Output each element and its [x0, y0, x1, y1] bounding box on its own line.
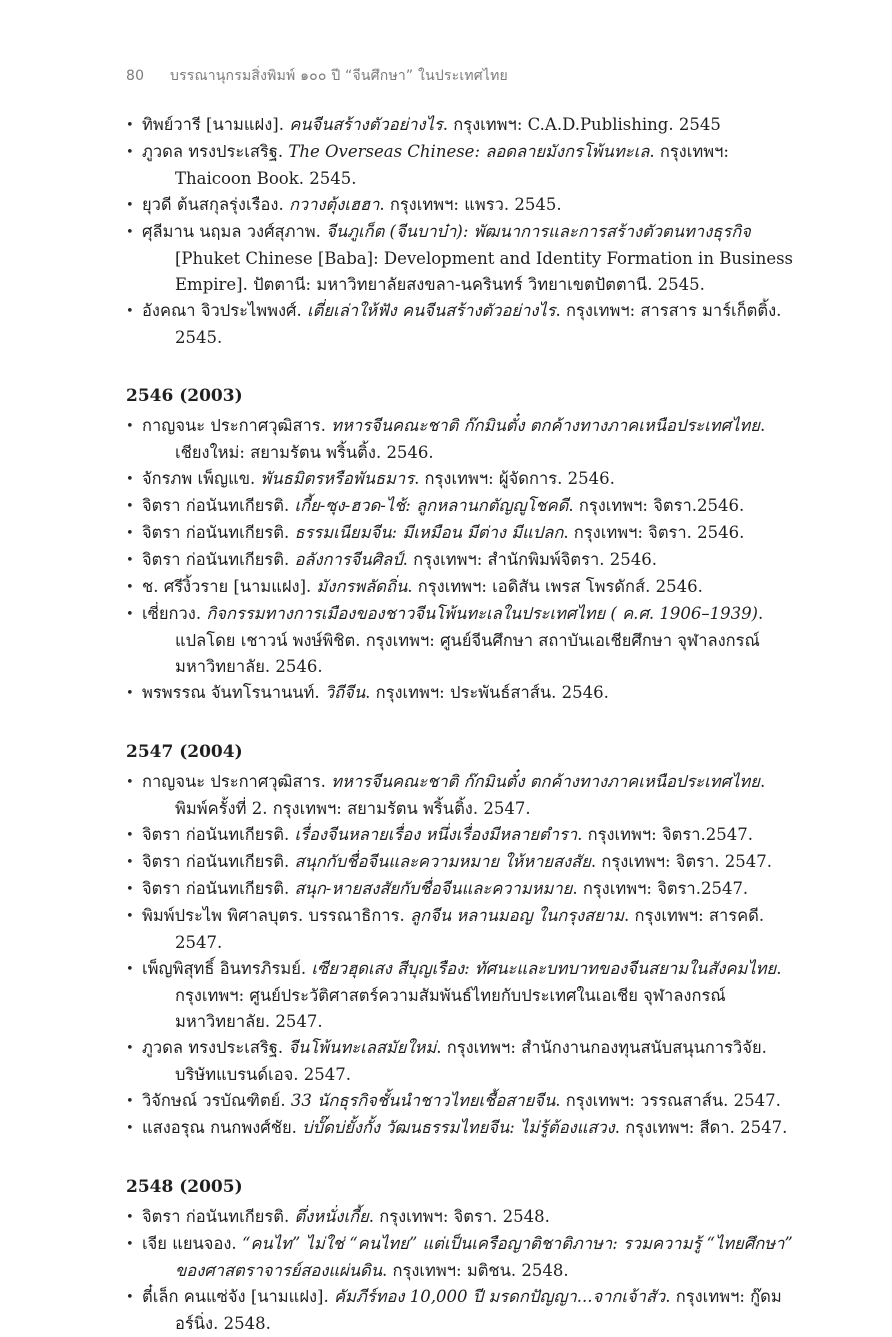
bullet-icon: •	[126, 580, 134, 595]
entry-text: . กรุงเทพฯ: สำนักงานกองทุนสนับสนุนการวิจัย. บริษัทแบรนด์เอจ. 2547.	[175, 1038, 767, 1084]
entry-text: . กรุงเทพฯ: C.A.D.Publishing. 2545	[442, 115, 721, 134]
bullet-icon: •	[126, 1094, 134, 1109]
bibliography-entry	[126, 822, 794, 849]
bullet-icon: •	[126, 962, 134, 977]
year-heading: 2547 (2004)	[126, 742, 243, 762]
entry-text: . กรุงเทพฯ: แพรว. 2545.	[379, 195, 562, 214]
bibliography-entry	[126, 547, 794, 574]
bibliography-entry	[126, 413, 794, 466]
entry-title-text: ลูกจีน หลานมอญ ในกรุงสยาม	[409, 906, 625, 925]
entry-text: . กรุงเทพฯ: สารสาร มาร์เก็ตติ้ง. 2545.	[175, 301, 782, 347]
entry-text: วิจักษณ์ วรบัณฑิตย์.	[142, 1091, 291, 1110]
bibliography-entry	[126, 466, 794, 493]
entry-text: . เชียงใหม่: สยามรัตน พริ้นติ้ง. 2546.	[175, 416, 766, 462]
bibliography-section	[126, 739, 794, 1142]
entry-title-text: สนุกกับชื่อจีนและความหมาย ให้หายสงสัย	[294, 852, 591, 871]
entry-text: . กรุงเทพฯ: Thaicoon Book. 2545.	[175, 142, 729, 188]
entry-text: เจีย แยนจอง.	[142, 1234, 242, 1253]
bibliography-entry	[126, 769, 794, 822]
running-header	[126, 66, 794, 86]
entry-text: . กรุงเทพฯ: สีดา. 2547.	[614, 1118, 788, 1137]
bullet-icon: •	[126, 882, 134, 897]
entry-text: เซี่ยกวง.	[142, 604, 207, 623]
entry-title-text: กิจกรรมทางการเมืองของชาวจีนโพ้นทะเลในประเทศไทย ( ค.ศ. 1906–1939)	[206, 604, 758, 623]
bibliography-section	[126, 383, 794, 707]
year-heading: 2548 (2005)	[126, 1177, 243, 1197]
bullet-icon: •	[126, 1121, 134, 1136]
bullet-icon: •	[126, 499, 134, 514]
entry-text: . กรุงเทพฯ: สำนักพิมพ์จิตรา. 2546.	[402, 550, 658, 569]
entry-text: จิตรา ก่อนันทเกียรติ.	[142, 523, 295, 542]
bibliography-list	[126, 1204, 794, 1337]
entry-text: จิตรา ก่อนันทเกียรติ.	[142, 879, 295, 898]
entry-text: ยุวดี ต้นสกุลรุ่งเรือง.	[142, 195, 289, 214]
entry-title-text: มังกรพลัดถิ่น	[316, 577, 408, 596]
page-number: 80	[126, 68, 145, 84]
entry-text: จิตรา ก่อนันทเกียรติ.	[142, 852, 295, 871]
bibliography-entry	[126, 956, 794, 1035]
entry-title-text: สนุก-หายสงสัยกับชื่อจีนและความหมาย	[294, 879, 573, 898]
entry-text: . กรุงเทพฯ: ประพันธ์สาส์น. 2546.	[365, 683, 609, 702]
bibliography-entry	[126, 903, 794, 956]
bibliography-entry	[126, 876, 794, 903]
entry-text: . กรุงเทพฯ: จิตรา.2547.	[577, 825, 753, 844]
bullet-icon: •	[126, 855, 134, 870]
bibliography-sections	[126, 112, 794, 1337]
bibliography-entry	[126, 493, 794, 520]
entry-title-text: 33 นักธุรกิจชั้นนำชาวไทยเชื้อสายจีน	[290, 1091, 556, 1110]
entry-title-text: พันธมิตรหรือพันธมาร	[260, 469, 415, 488]
running-title: บรรณานุกรมสิ่งพิมพ์ ๑๐๐ ปี “จีนศึกษา” ในประเทศไทย	[170, 68, 508, 84]
bibliography-entry	[126, 849, 794, 876]
entry-text: ตี๋เล็ก คนแซ่จัง [นามแฝง].	[142, 1287, 334, 1306]
entry-text: อังคณา จิวประไพพงศ์.	[142, 301, 308, 320]
entry-text: พรพรรณ จันทโรนานนท์.	[142, 683, 325, 702]
bullet-icon: •	[126, 1237, 134, 1252]
bullet-icon: •	[126, 909, 134, 924]
entry-title-text: ตึ่งหนั่งเกี้ย	[294, 1207, 369, 1226]
entry-title-text: คัมภีร์ทอง 10,000 ปี มรดกปัญญา...จากเจ้าสัว	[333, 1287, 666, 1306]
bibliography-list	[126, 413, 794, 707]
bibliography-entry	[126, 1088, 794, 1115]
entry-title-text: จีนโพ้นทะเลสมัยใหม่	[288, 1038, 437, 1057]
entry-title-text: จีนภูเก็ต (จีนบาบ๋า): พัฒนาการและการสร้างตัวตนทางธุรกิจ	[326, 222, 751, 241]
entry-text: กาญจนะ ประกาศวุฒิสาร.	[142, 416, 332, 435]
entry-title-text: อลังการจีนศิลป์	[294, 550, 403, 569]
bullet-icon: •	[126, 686, 134, 701]
entry-title-text: ทหารจีนคณะชาติ ก๊กมินตั๋ง ตกค้างทางภาคเหนือประเทศไทย	[331, 416, 760, 435]
bullet-icon: •	[126, 225, 134, 240]
bullet-icon: •	[126, 526, 134, 541]
entry-title-text: เตี่ยเล่าให้ฟัง คนจีนสร้างตัวอย่างไร	[307, 301, 556, 320]
entry-text: . กรุงเทพฯ: สารคดี. 2547.	[175, 906, 765, 952]
bibliography-entry	[126, 1115, 794, 1142]
entry-text: . กรุงเทพฯ: จิตรา. 2548.	[368, 1207, 550, 1226]
entry-text: . แปลโดย เชาวน์ พงษ์พิชิต. กรุงเทพฯ: ศูนย์จีนศึกษา สถาบันเอเชียศึกษา จุฬาลงกรณ์มหาวิทยาลัย. 2546.	[175, 604, 764, 676]
entry-text: . กรุงเทพฯ: จิตรา.2546.	[568, 496, 745, 515]
bullet-icon: •	[126, 1210, 134, 1225]
entry-text: เพ็ญพิสุทธิ์ อินทรภิรมย์.	[142, 959, 312, 978]
bibliography-section	[126, 112, 794, 351]
entry-text: จักรภพ เพ็ญแข.	[142, 469, 261, 488]
entry-text: ทิพย์วารี [นามแฝง].	[142, 115, 290, 134]
entry-text: ภูวดล ทรงประเสริฐ.	[142, 142, 289, 161]
bullet-icon: •	[126, 607, 134, 622]
entry-text: . กรุงเทพฯ: ศูนย์ประวัติศาสตร์ความสัมพันธ์ไทยกับประเทศในเอเชีย จุฬาลงกรณ์มหาวิทยาลัย. 2547.	[175, 959, 782, 1031]
bibliography-entry	[126, 680, 794, 707]
bibliography-entry	[126, 298, 794, 351]
entry-title-text: เรื่องจีนหลายเรื่อง หนึ่งเรื่องมีหลายตำรา	[294, 825, 578, 844]
entry-text: . พิมพ์ครั้งที่ 2. กรุงเทพฯ: สยามรัตน พริ้นติ้ง. 2547.	[175, 772, 766, 818]
bullet-icon: •	[126, 553, 134, 568]
entry-title-text: The Overseas Chinese: ลอดลายมังกรโพ้นทะเล	[288, 142, 650, 161]
bibliography-entry	[126, 139, 794, 192]
entry-title-text: เกี้ย-ซุง-ฮวด-ไช้: ลูกหลานกตัญญูโชคดี	[294, 496, 569, 515]
entry-text: กาญจนะ ประกาศวุฒิสาร.	[142, 772, 332, 791]
entry-text: พิมพ์ประไพ พิศาลบุตร. บรรณาธิการ.	[142, 906, 410, 925]
entry-text: จิตรา ก่อนันทเกียรติ.	[142, 1207, 295, 1226]
bullet-icon: •	[126, 145, 134, 160]
bullet-icon: •	[126, 472, 134, 487]
bullet-icon: •	[126, 304, 134, 319]
entry-title-text: คนจีนสร้างตัวอย่างไร	[289, 115, 443, 134]
entry-text: ศุลีมาน นฤมล วงศ์สุภาพ.	[142, 222, 327, 241]
bibliography-entry	[126, 219, 794, 298]
bullet-icon: •	[126, 1041, 134, 1056]
entry-text: ภูวดล ทรงประเสริฐ.	[142, 1038, 289, 1057]
bibliography-entry	[126, 192, 794, 219]
entry-text: . กรุงเทพฯ: มติชน. 2548.	[381, 1261, 569, 1280]
bibliography-entry	[126, 1231, 794, 1284]
bullet-icon: •	[126, 198, 134, 213]
bibliography-section	[126, 1174, 794, 1337]
entry-title-text: วิถีจีน	[324, 683, 366, 702]
bullet-icon: •	[126, 828, 134, 843]
entry-text: จิตรา ก่อนันทเกียรติ.	[142, 496, 295, 515]
entry-text: ช. ศรีงิ้วราย [นามแฝง].	[142, 577, 317, 596]
bullet-icon: •	[126, 1290, 134, 1305]
entry-title-text: กวางตุ้งเฮฮา	[288, 195, 380, 214]
bibliography-entry	[126, 112, 794, 139]
entry-title-text: ทหารจีนคณะชาติ ก๊กมินตั๋ง ตกค้างทางภาคเหนือประเทศไทย	[331, 772, 760, 791]
year-heading: 2546 (2003)	[126, 386, 243, 406]
entry-text: . กรุงเทพฯ: จิตรา. 2547.	[590, 852, 773, 871]
entry-text: [Phuket Chinese [Baba]: Development and Identity Formation in Business Empire]. ปัตตานี: มหาวิทยาลัยสงขลา-นครินทร์ วิทยาเขตปัตตานี. 2545.	[175, 249, 794, 294]
bullet-icon: •	[126, 118, 134, 133]
entry-text: . กรุงเทพฯ: กู๊ดมอร์นิ่ง. 2548.	[175, 1287, 782, 1333]
entry-title-text: บ่บั๊ดบ่ยั้งกั้ง วัฒนธรรมไทยจีน: ไม่รู้ต้องแสวง	[302, 1118, 615, 1137]
bibliography-entry	[126, 1204, 794, 1231]
bibliography-entry	[126, 1035, 794, 1088]
entry-text: . กรุงเทพฯ: ผู้จัดการ. 2546.	[414, 469, 615, 488]
entry-text: จิตรา ก่อนันทเกียรติ.	[142, 825, 295, 844]
entry-title-text: ธรรมเนียมจีน: มีเหมือน มีต่าง มีแปลก	[294, 523, 564, 542]
bibliography-list	[126, 112, 794, 351]
entry-text: . กรุงเทพฯ: เอดิสัน เพรส โพรดักส์. 2546.	[407, 577, 703, 596]
bullet-icon: •	[126, 419, 134, 434]
bibliography-entry	[126, 1284, 794, 1337]
bullet-icon: •	[126, 775, 134, 790]
entry-title-text: เซียวฮุดเสง สีบุญเรือง: ทัศนะและบทบาทของจีนสยามในสังคมไทย	[311, 959, 777, 978]
entry-title-text: “คนไท” ไม่ใช่ “คนไทย” แต่เป็นเครือญาติชาติภาษา: รวมความรู้ “ไทยศึกษา” ของศาสตราจารย์สองแผ่นดิน	[175, 1234, 793, 1280]
entry-text: . กรุงเทพฯ: วรรณสาส์น. 2547.	[555, 1091, 781, 1110]
bibliography-entry	[126, 601, 794, 680]
bibliography-list	[126, 769, 794, 1142]
bibliography-entry	[126, 574, 794, 601]
entry-text: . กรุงเทพฯ: จิตรา.2547.	[572, 879, 749, 898]
entry-text: จิตรา ก่อนันทเกียรติ.	[142, 550, 295, 569]
entry-text: . กรุงเทพฯ: จิตรา. 2546.	[563, 523, 745, 542]
entry-text: แสงอรุณ กนกพงศ์ชัย.	[142, 1118, 303, 1137]
bibliography-entry	[126, 520, 794, 547]
